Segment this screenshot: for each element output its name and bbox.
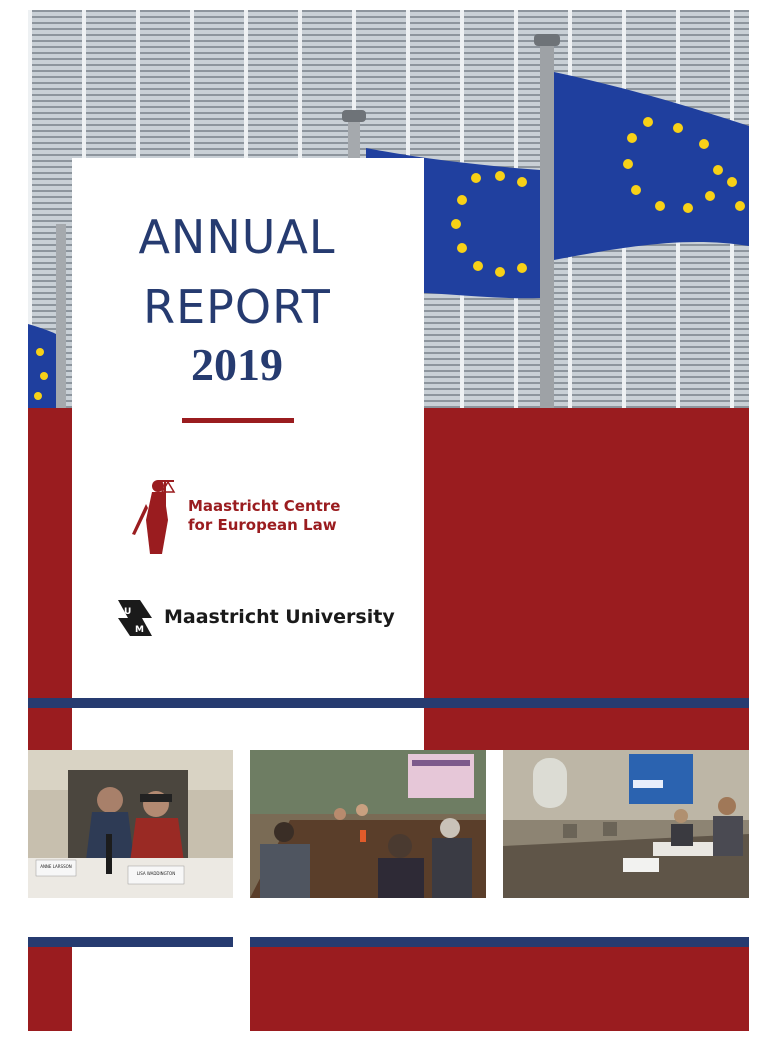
photo-roundtable-illustration [250,750,486,898]
nameplate-left: ANNE LARSSON [40,864,72,869]
conference-photo-roundtable [250,750,486,898]
um-logo-mark-icon [118,600,152,636]
title-panel [72,158,424,698]
mcel-name-line-1: Maastricht Centre [188,497,341,515]
mcel-name [188,497,340,535]
um-letter-u: U [124,607,132,617]
navy-stripe-lower [28,937,749,947]
conference-photo-meeting-room [503,750,749,898]
title-underline [182,418,294,423]
photo-meeting-room-illustration [503,750,749,898]
white-divider [486,750,503,898]
white-divider [28,898,749,937]
maastricht-university-logo [118,600,408,640]
report-title-line-1: ANNUAL [138,210,336,264]
conference-photo-panelists [28,750,233,898]
lady-justice-icon [128,474,184,558]
white-divider [233,708,250,1031]
mcel-name-line-2: for European Law [188,516,337,534]
report-year: 2019 [191,339,283,390]
university-name: Maastricht University [164,606,395,628]
navy-stripe-upper [28,698,749,708]
nameplate-right: LISA WADDINGTON [136,871,176,876]
report-title-line-2: REPORT [143,280,331,334]
mcel-logo [128,474,388,558]
um-letter-m: M [135,625,144,635]
white-divider [72,947,233,1031]
report-cover [28,10,749,1031]
